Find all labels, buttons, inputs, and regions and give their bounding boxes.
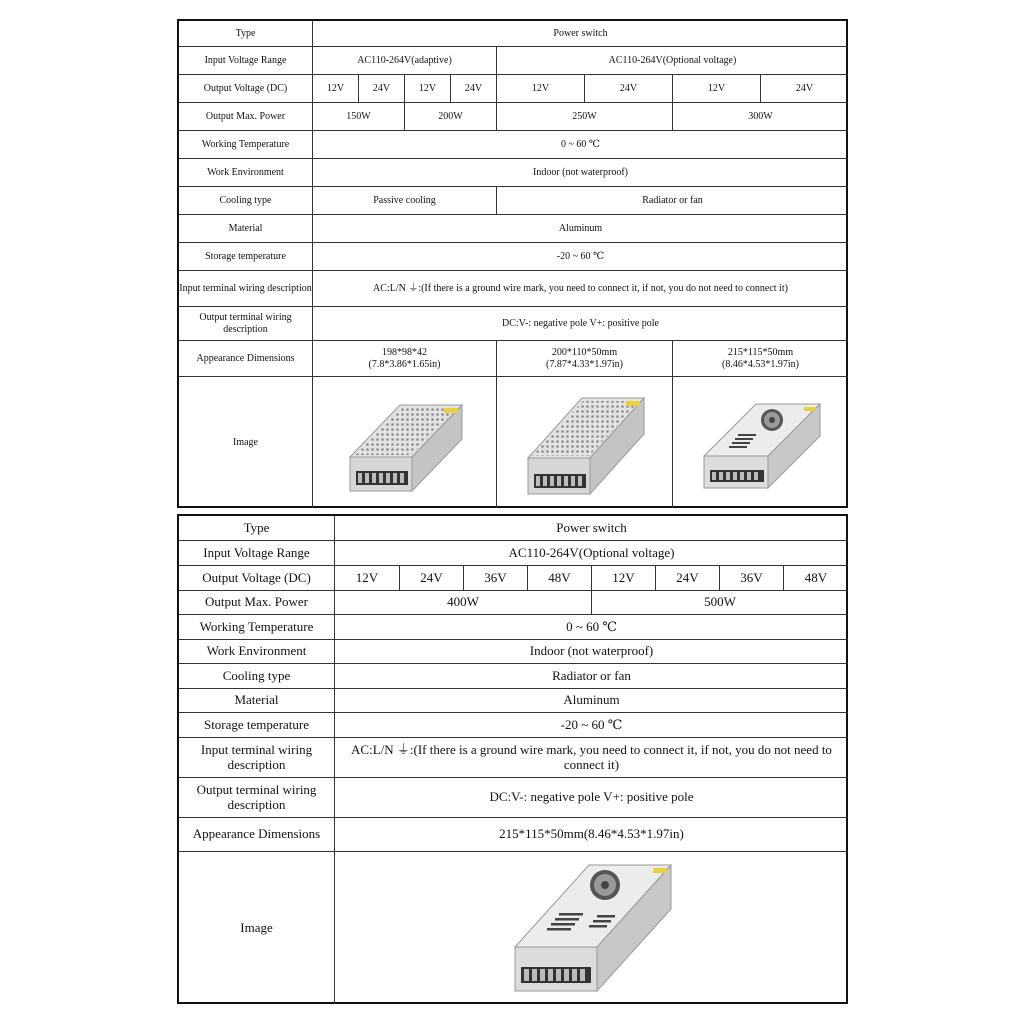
value-input-voltage-adaptive: AC110-264V(adaptive) <box>313 47 497 75</box>
value-output-voltage: 24V <box>761 75 848 103</box>
label-material: Material <box>179 215 313 243</box>
value-work-env: Indoor (not waterproof) <box>313 159 848 187</box>
value-output-wiring: DC:V-: negative pole V+: positive pole <box>313 307 848 341</box>
value-output-power: 300W <box>673 103 848 131</box>
value-output-power: 500W <box>592 591 848 615</box>
value-dimensions: 215*115*50mm(8.46*4.53*1.97in) <box>335 818 848 852</box>
image-cell <box>673 377 848 508</box>
value-input-wiring: AC:L/N ⏚:(If there is a ground wire mark, you need to connect it, if not, you do not need to connect it) <box>313 271 848 307</box>
value-storage-temp: -20 ~ 60 ℃ <box>335 713 848 738</box>
value-output-power: 200W <box>405 103 497 131</box>
image-cell <box>335 852 848 1004</box>
value-output-voltage: 36V <box>464 566 528 591</box>
power-supply-mesh-image <box>520 384 650 502</box>
label-working-temp: Working Temperature <box>179 131 313 159</box>
value-cooling-fan: Radiator or fan <box>497 187 848 215</box>
image-cell <box>313 377 497 508</box>
label-cooling: Cooling type <box>179 187 313 215</box>
value-work-env: Indoor (not waterproof) <box>335 640 848 664</box>
value-working-temp: 0 ~ 60 ℃ <box>313 131 848 159</box>
value-output-voltage: 48V <box>528 566 592 591</box>
label-output-power: Output Max. Power <box>179 591 335 615</box>
value-output-voltage: 12V <box>335 566 400 591</box>
label-output-voltage: Output Voltage (DC) <box>179 75 313 103</box>
value-storage-temp: -20 ~ 60 ℃ <box>313 243 848 271</box>
label-work-env: Work Environment <box>179 159 313 187</box>
value-output-voltage: 24V <box>585 75 673 103</box>
label-storage-temp: Storage temperature <box>179 713 335 738</box>
image-cell <box>497 377 673 508</box>
value-output-voltage: 12V <box>497 75 585 103</box>
value-output-voltage: 12V <box>313 75 359 103</box>
label-material: Material <box>179 689 335 713</box>
value-material: Aluminum <box>335 689 848 713</box>
value-type: Power switch <box>335 516 848 541</box>
value-output-voltage: 12V <box>673 75 761 103</box>
value-output-voltage: 12V <box>405 75 451 103</box>
label-image: Image <box>179 377 313 508</box>
value-output-power: 150W <box>313 103 405 131</box>
spec-table-1 <box>177 19 848 508</box>
label-output-wiring: Output terminal wiring description <box>179 778 335 818</box>
dimensions-mm: 198*98*42 <box>382 347 427 358</box>
label-image: Image <box>179 852 335 1004</box>
value-output-voltage: 24V <box>451 75 497 103</box>
label-input-wiring: Input terminal wiring description <box>179 738 335 778</box>
dimensions-mm: 200*110*50mm <box>551 347 618 358</box>
value-output-voltage: 12V <box>592 566 656 591</box>
value-type: Power switch <box>313 21 848 47</box>
label-dimensions: Appearance Dimensions <box>179 341 313 377</box>
dimensions-mm: 215*115*50mm <box>727 347 794 358</box>
label-output-voltage: Output Voltage (DC) <box>179 566 335 591</box>
label-input-voltage: Input Voltage Range <box>179 47 313 75</box>
label-input-voltage: Input Voltage Range <box>179 541 335 566</box>
value-cooling: Radiator or fan <box>335 664 848 689</box>
value-output-voltage: 48V <box>784 566 848 591</box>
value-input-wiring: AC:L/N ⏚:(If there is a ground wire mark, you need to connect it, if not, you do not need to connect it) <box>335 738 848 778</box>
label-output-power: Output Max. Power <box>179 103 313 131</box>
label-type: Type <box>179 21 313 47</box>
label-cooling: Cooling type <box>179 664 335 689</box>
value-input-voltage-optional: AC110-264V(Optional voltage) <box>497 47 848 75</box>
value-dimensions <box>497 341 673 377</box>
label-working-temp: Working Temperature <box>179 615 335 640</box>
power-supply-mesh-image <box>340 387 470 499</box>
value-output-wiring: DC:V-: negative pole V+: positive pole <box>335 778 848 818</box>
spec-table-2 <box>177 514 848 1004</box>
dimensions-in: (7.8*3.86*1.65in) <box>368 358 441 370</box>
power-supply-fan-image <box>696 390 826 496</box>
label-output-wiring: Output terminal wiring description <box>179 307 313 341</box>
label-input-wiring: Input terminal wiring description <box>179 271 313 307</box>
label-dimensions: Appearance Dimensions <box>179 818 335 852</box>
label-work-env: Work Environment <box>179 640 335 664</box>
value-output-voltage: 36V <box>720 566 784 591</box>
value-output-power: 400W <box>335 591 592 615</box>
value-cooling-passive: Passive cooling <box>313 187 497 215</box>
label-type: Type <box>179 516 335 541</box>
dimensions-in: (8.46*4.53*1.97in) <box>722 358 799 370</box>
value-output-voltage: 24V <box>400 566 464 591</box>
value-output-power: 250W <box>497 103 673 131</box>
power-supply-fan-image <box>507 855 677 1001</box>
value-working-temp: 0 ~ 60 ℃ <box>335 615 848 640</box>
value-dimensions <box>673 341 848 377</box>
value-material: Aluminum <box>313 215 848 243</box>
dimensions-in: (7.87*4.33*1.97in) <box>546 358 623 370</box>
value-output-voltage: 24V <box>359 75 405 103</box>
value-output-voltage: 24V <box>656 566 720 591</box>
value-input-voltage: AC110-264V(Optional voltage) <box>335 541 848 566</box>
value-dimensions <box>313 341 497 377</box>
label-storage-temp: Storage temperature <box>179 243 313 271</box>
